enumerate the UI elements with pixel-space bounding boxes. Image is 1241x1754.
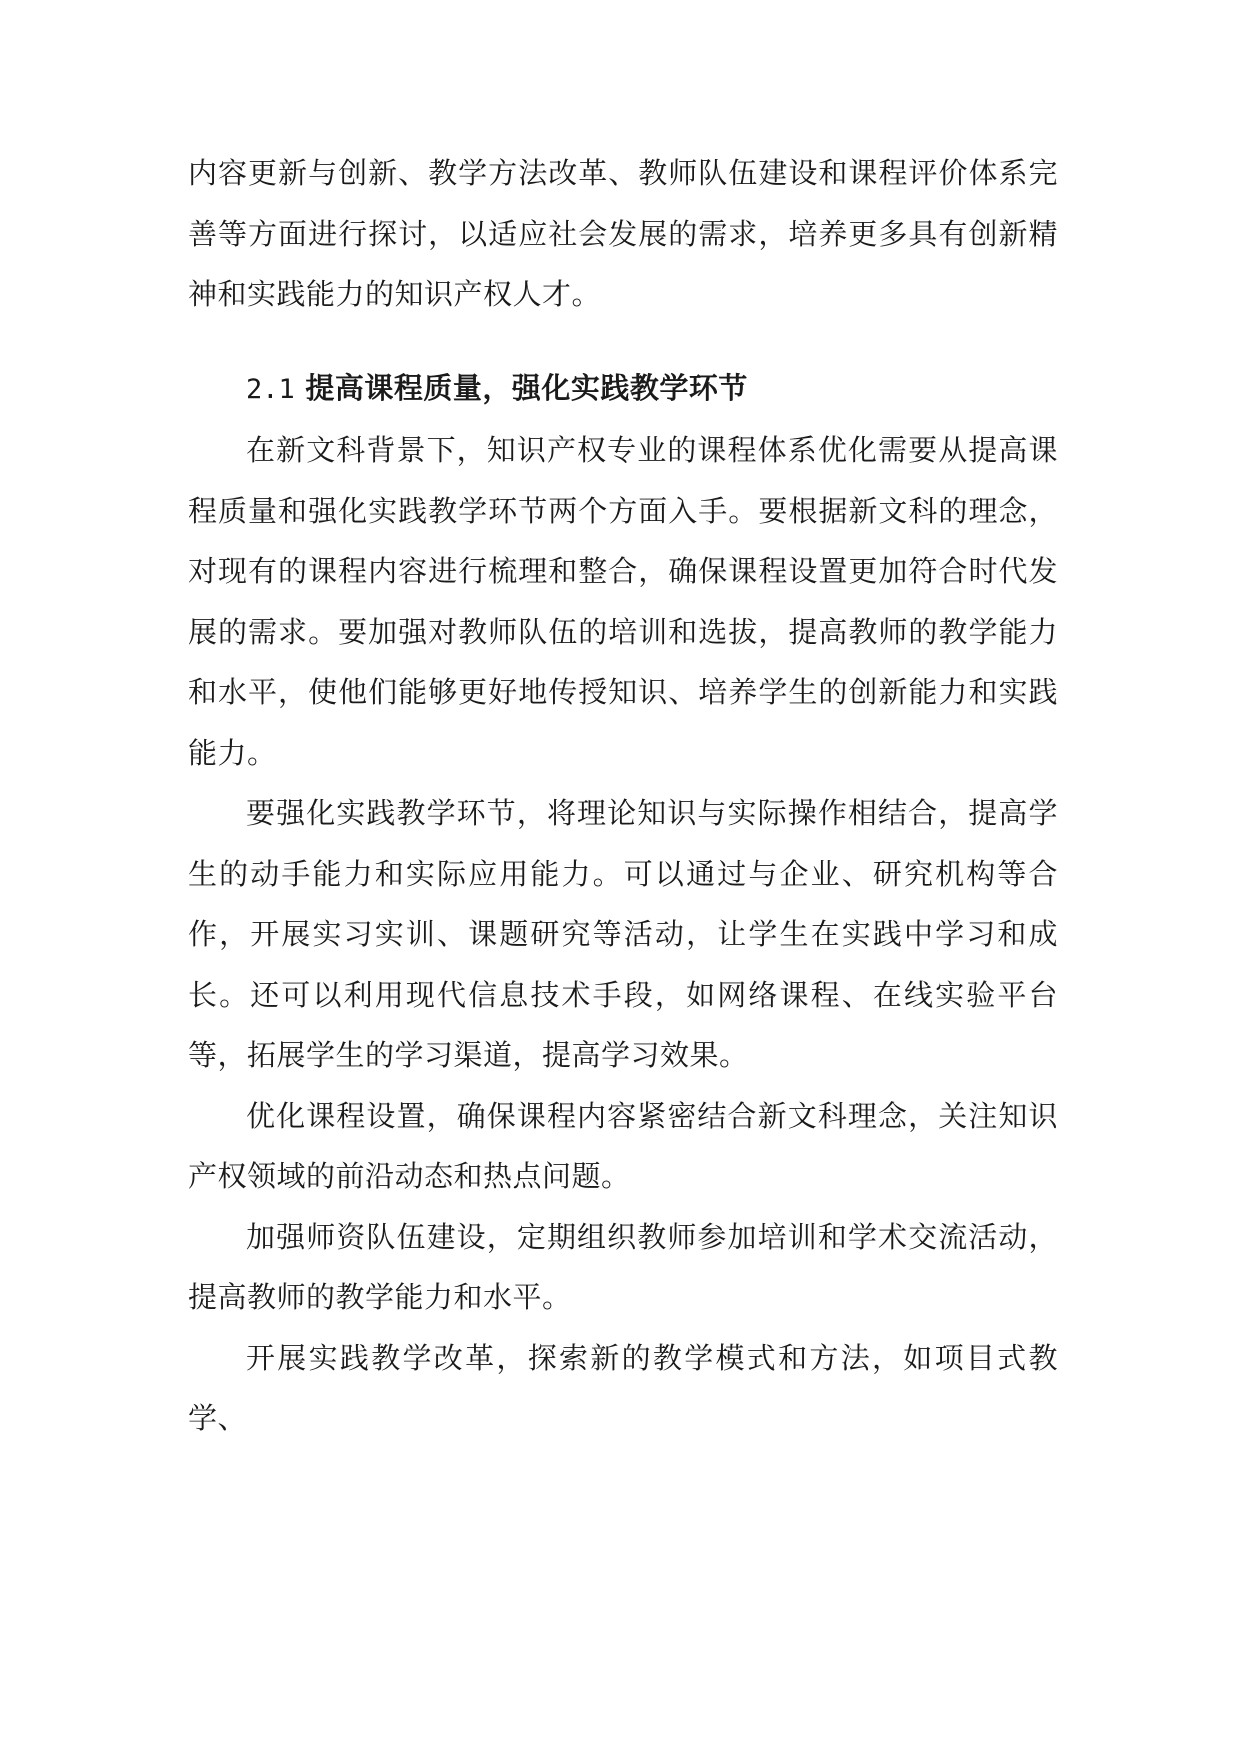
body-paragraph-3: 优化课程设置，确保课程内容紧密结合新文科理念，关注知识产权领域的前沿动态和热点问题。	[188, 1098, 1058, 1193]
section-title: 提高课程质量，强化实践教学环节	[305, 370, 748, 405]
document-body	[188, 143, 1058, 1449]
body-paragraph-5: 开展实践教学改革，探索新的教学模式和方法，如项目式教学、	[188, 1340, 1058, 1435]
intro-paragraph: 内容更新与创新、教学方法改革、教师队伍建设和课程评价体系完善等方面进行探讨，以适应社会发展的需求，培养更多具有创新精神和实践能力的知识产权人才。	[188, 156, 1058, 311]
body-paragraph-1: 在新文科背景下，知识产权专业的课程体系优化需要从提高课程质量和强化实践教学环节两个方面入手。要根据新文科的理念，对现有的课程内容进行梳理和整合，确保课程设置更加符合时代发展的需求。要加强对教师队伍的培训和选拔，提高教师的教学能力和水平，使他们能够更好地传授知识、培养学生的创新能力和实践能力。	[188, 433, 1058, 770]
section-heading	[188, 358, 1058, 421]
body-paragraph-2: 要强化实践教学环节，将理论知识与实际操作相结合，提高学生的动手能力和实际应用能力。可以通过与企业、研究机构等合作，开展实习实训、课题研究等活动，让学生在实践中学习和成长。还可以利用现代信息技术手段，如网络课程、在线实验平台等，拓展学生的学习渠道，提高学习效果。	[188, 796, 1058, 1072]
body-paragraph-4: 加强师资队伍建设，定期组织教师参加培训和学术交流活动，提高教师的教学能力和水平。	[188, 1219, 1058, 1314]
section-number: 2.1	[246, 373, 295, 405]
